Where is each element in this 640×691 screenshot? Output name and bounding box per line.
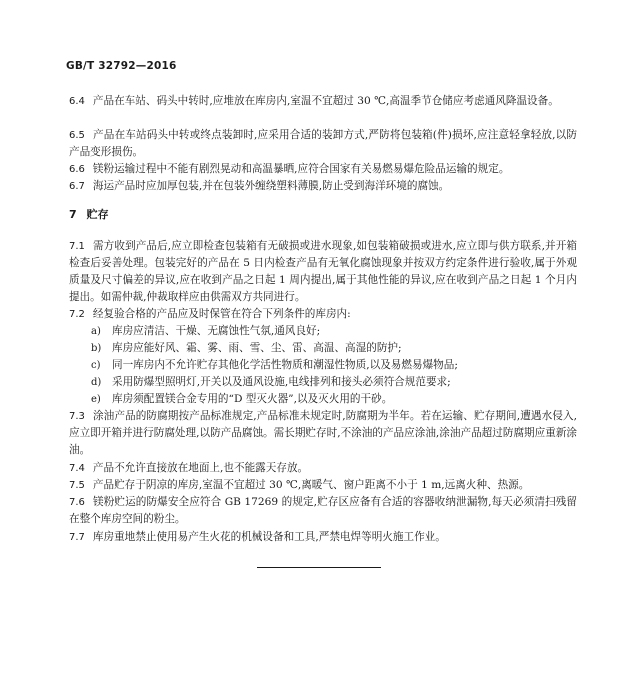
clause-7-1 xyxy=(69,238,577,306)
clause-7-2 xyxy=(69,306,577,323)
clause-7-6 xyxy=(69,494,577,528)
clause-7-4 xyxy=(69,460,577,477)
clause-text: 镁粉贮运的防爆安全应符合 GB 17269 的规定,贮存区应备有合适的容器收纳泄漏物,每天必须清扫残留在整个库房空间的粉尘。 xyxy=(69,496,577,525)
standard-code: GB/T 32792—2016 xyxy=(66,60,177,72)
list-item xyxy=(69,357,577,374)
clause-number: 6.6 xyxy=(69,164,85,175)
clause-text: 产品在车站、码头中转时,应堆放在库房内,室温不宜超过 30 ℃,高温季节仓储应考虑通风降温设备。 xyxy=(92,95,559,107)
clause-number: 7.4 xyxy=(69,463,85,474)
clause-number: 6.4 xyxy=(69,96,85,107)
clause-number: 7.7 xyxy=(69,532,85,543)
clause-text: 产品在车站码头中转或终点装卸时,应采用合适的装卸方式,严防将包装箱(件)损坏,应注意轻拿轻放,以防产品变形损伤。 xyxy=(69,129,577,158)
clause-number: 7.6 xyxy=(69,497,85,508)
clause-number: 7.1 xyxy=(69,241,85,252)
clause-number: 7.2 xyxy=(69,309,85,320)
clause-6-6 xyxy=(69,161,577,178)
clause-7-7 xyxy=(69,529,577,546)
list-item-text: 库房应清洁、干燥、无腐蚀性气氛,通风良好; xyxy=(112,325,321,337)
end-of-document-rule xyxy=(257,567,381,568)
clause-number: 6.5 xyxy=(69,130,85,141)
list-item-text: 库房须配置镁合金专用的“D 型灭火器”,以及灭火用的干砂。 xyxy=(112,393,393,405)
list-marker: e) xyxy=(91,394,101,405)
list-item xyxy=(69,323,577,340)
clause-6-4 xyxy=(69,93,577,110)
clause-text: 库房重地禁止使用易产生火花的机械设备和工具,严禁电焊等明火施工作业。 xyxy=(92,531,446,543)
clause-text: 涂油产品的防腐期按产品标准规定,产品标准未规定时,防腐期为半年。若在运输、贮存期间,遭遇水侵入,应立即开箱并进行防腐处理,以防产品腐蚀。需长期贮存时,不涂油的产品应涂油,涂油产品超过防腐期应重新涂油。 xyxy=(69,410,578,456)
list-item-text: 同一库房内不允许贮存其他化学活性物质和潮湿性物质,以及易燃易爆物品; xyxy=(112,359,458,371)
list-item xyxy=(69,340,577,357)
list-item-text: 采用防爆型照明灯,开关以及通风设施,电线排列和接头必须符合规范要求; xyxy=(112,376,451,388)
clause-text: 产品不允许直接放在地面上,也不能露天存放。 xyxy=(92,462,309,474)
clause-number: 7.3 xyxy=(69,411,85,422)
section-number: 7 xyxy=(69,208,77,221)
list-marker: c) xyxy=(91,360,101,371)
clause-6-5 xyxy=(69,127,577,161)
storage-conditions-list xyxy=(69,323,577,408)
list-item xyxy=(69,374,577,391)
clause-7-5 xyxy=(69,477,577,494)
list-marker: d) xyxy=(91,377,102,388)
clause-text: 经复验合格的产品应及时保管在符合下列条件的库房内: xyxy=(92,308,351,320)
clause-6-7 xyxy=(69,178,577,195)
clause-7-3 xyxy=(69,408,577,459)
clause-text: 海运产品时应加厚包装,并在包装外缠绕塑料薄膜,防止受到海洋环境的腐蚀。 xyxy=(92,180,450,192)
clause-number: 6.7 xyxy=(69,181,85,192)
clause-text: 镁粉运输过程中不能有剧烈晃动和高温暴晒,应符合国家有关易燃易爆危险品运输的规定。 xyxy=(92,163,510,175)
section-heading xyxy=(69,206,109,222)
clause-number: 7.5 xyxy=(69,480,85,491)
section-title-text: 贮存 xyxy=(86,208,109,221)
list-item-text: 库房应能好风、霜、雾、雨、雪、尘、雷、高温、高湿的防护; xyxy=(112,342,402,354)
list-item xyxy=(69,391,577,408)
clause-text: 需方收到产品后,应立即检查包装箱有无破损或进水现象,如包装箱破损或进水,应立即与供方联系,并开箱检查后妥善处理。包装完好的产品在 5 日内检查产品有无氧化腐蚀现象并按双方约定条件进行验收,属于外观质量及尺寸偏差的异议,应在收到产品之日起 1 周内提出,属于其他性能的异议,应在收到产品之日起 1 个月内提出。如需仲裁,仲裁取样应由供需双方共同进行。 xyxy=(69,240,577,303)
list-marker: b) xyxy=(91,343,102,354)
list-marker: a) xyxy=(91,326,101,337)
clause-text: 产品贮存于阴凉的库房,室温不宜超过 30 ℃,离暖气、窗户距离不小于 1 m,远离火种、热源。 xyxy=(92,479,530,491)
